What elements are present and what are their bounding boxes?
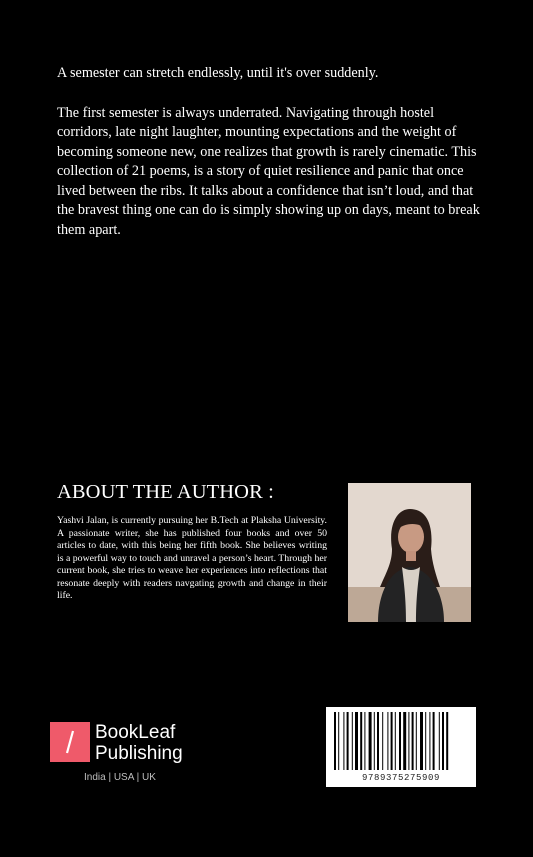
barcode-bar xyxy=(429,712,430,770)
barcode-bar xyxy=(352,712,353,770)
barcode-bar xyxy=(395,712,396,770)
publisher-name-line2: Publishing xyxy=(95,743,183,764)
barcode-bar xyxy=(408,712,409,770)
isbn-barcode xyxy=(326,707,476,787)
publisher-name-line1: BookLeaf xyxy=(95,722,176,743)
barcode-bar xyxy=(425,712,426,770)
barcode-bar xyxy=(382,712,383,770)
barcode-bars xyxy=(332,712,470,770)
publisher-logo xyxy=(50,722,210,792)
about-author-heading: ABOUT THE AUTHOR : xyxy=(57,481,274,503)
barcode-bar xyxy=(442,712,444,770)
barcode-bar xyxy=(338,712,339,770)
isbn-number: 9789375275909 xyxy=(361,773,440,783)
author-photo xyxy=(348,483,471,622)
barcode-bar xyxy=(374,712,375,770)
back-cover-blurb xyxy=(57,64,482,240)
barcode-bar xyxy=(343,712,344,770)
author-bio: Yashvi Jalan, is currently pursuing her B.Tech at Plaksha University. A passionate writer, she has published four books and over 50 articles to date, with this being her fifth book. She believes writing is a powerful way to touch and unravel a person’s heart. Through her current book, she tries to weave her experiences into reflections that resonate deeply with readers navgating growth and change in their life. xyxy=(57,515,327,601)
barcode-bar xyxy=(377,712,379,770)
barcode-bar xyxy=(416,712,417,770)
publisher-logo-mark xyxy=(50,722,90,762)
barcode-bar xyxy=(403,712,406,770)
barcode-bar xyxy=(399,712,401,770)
barcode-bar xyxy=(355,712,358,770)
barcode-bar xyxy=(391,712,393,770)
barcode-bar xyxy=(433,712,435,770)
barcode-bar xyxy=(369,712,372,770)
barcode-bar xyxy=(420,712,423,770)
publisher-regions: India | USA | UK xyxy=(84,772,156,783)
publisher-name xyxy=(95,722,183,764)
barcode-bar xyxy=(364,712,365,770)
barcode-bar xyxy=(439,712,440,770)
barcode-bar xyxy=(412,712,414,770)
barcode-bar xyxy=(360,712,362,770)
blurb-tagline: A semester can stretch endlessly, until it's over suddenly. xyxy=(57,65,379,81)
barcode-bar xyxy=(347,712,349,770)
barcode-bar xyxy=(334,712,336,770)
barcode-bar xyxy=(387,712,388,770)
blurb-body: The first semester is always underrated. Navigating through hostel corridors, late night laughter, mounting expectations and the weight of becoming someone new, one realizes that growth is rarely cinematic. This collection of 21 poems, is a story of quiet resilience and panic that once lived between the ribs. It talks about a confidence that isn’t loud, and that the bravest thing one can do is simply showing up on days, meant to break them apart. xyxy=(57,104,480,238)
barcode-bar xyxy=(446,712,448,770)
